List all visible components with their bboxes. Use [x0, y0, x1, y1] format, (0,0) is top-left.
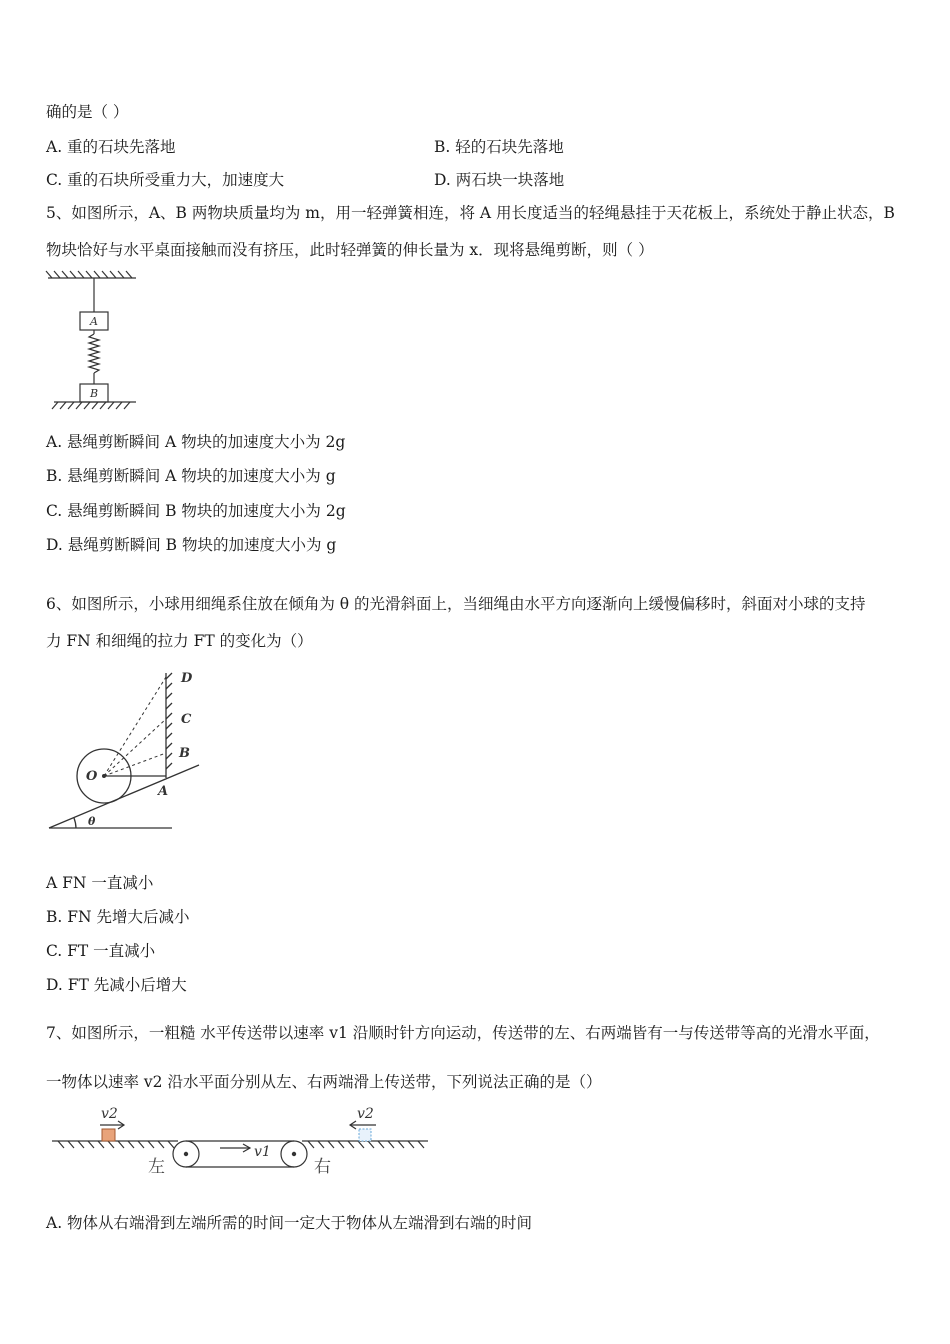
q6-label-d: D — [181, 671, 193, 686]
q4-option-a: A. 重的石块先落地 — [46, 138, 176, 156]
q5-option-c: C. 悬绳剪断瞬间 B 物块的加速度大小为 2g — [46, 502, 346, 520]
q6-label-c: C — [181, 712, 192, 727]
q6-stem-line1: 6、如图所示，小球用细绳系住放在倾角为 θ 的光滑斜面上，当细绳由水平方向逐渐向上缓慢偏移时，斜面对小球的支持 — [46, 595, 866, 613]
q5-option-d: D. 悬绳剪断瞬间 B 物块的加速度大小为 g — [46, 536, 337, 554]
q7-label-v1: v1 — [254, 1144, 271, 1160]
q7-conveyor-figure — [48, 1100, 433, 1180]
q6-label-a: A — [158, 784, 169, 799]
q6-label-b: B — [179, 746, 190, 761]
q5-label-b: B — [89, 387, 99, 400]
q6-option-a: A FN 一直减小 — [46, 874, 154, 892]
q7-label-right: 右 — [314, 1157, 331, 1177]
q7-stem-line2: 一物体以速率 v2 沿水平面分别从左、右两端滑上传送带，下列说法正确的是（） — [46, 1073, 602, 1091]
q4-stem-tail: 确的是（ ） — [46, 103, 129, 121]
q6-label-theta: θ — [88, 815, 96, 828]
q6-incline-figure — [44, 665, 214, 835]
q5-stem-line1: 5、如图所示，A、B 两物块质量均为 m，用一轻弹簧相连，将 A 用长度适当的轻绳悬挂于天花板上，系统处于静止状态，B — [46, 204, 895, 222]
q5-stem-line2: 物块恰好与水平桌面接触而没有挤压，此时轻弹簧的伸长量为 x．现将悬绳剪断，则（ ） — [46, 241, 654, 259]
q7-label-v2-right: v2 — [357, 1106, 374, 1122]
q7-option-a: A. 物体从右端滑到左端所需的时间一定大于物体从左端滑到右端的时间 — [46, 1214, 533, 1232]
q6-option-c: C. FT 一直减小 — [46, 942, 156, 960]
q5-option-b: B. 悬绳剪断瞬间 A 物块的加速度大小为 g — [46, 467, 336, 485]
q6-option-d: D. FT 先减小后增大 — [46, 976, 187, 994]
q5-label-a: A — [90, 315, 98, 328]
q4-option-c: C. 重的石块所受重力大，加速度大 — [46, 171, 285, 189]
q7-stem-line1: 7、如图所示，一粗糙 水平传送带以速率 v1 沿顺时针方向运动，传送带的左、右两端皆有一与传送带等高的光滑水平面， — [46, 1024, 880, 1042]
q4-option-b: B. 轻的石块先落地 — [434, 138, 564, 156]
q5-option-a: A. 悬绳剪断瞬间 A 物块的加速度大小为 2g — [46, 433, 346, 451]
q6-stem-line2: 力 FN 和细绳的拉力 FT 的变化为（） — [46, 632, 313, 650]
q4-option-d: D. 两石块一块落地 — [434, 171, 565, 189]
q7-label-v2-left: v2 — [101, 1106, 118, 1122]
q6-option-b: B. FN 先增大后减小 — [46, 908, 190, 926]
q6-label-o: O — [86, 769, 98, 784]
q7-label-left: 左 — [148, 1157, 165, 1177]
q5-spring-figure — [44, 268, 144, 414]
